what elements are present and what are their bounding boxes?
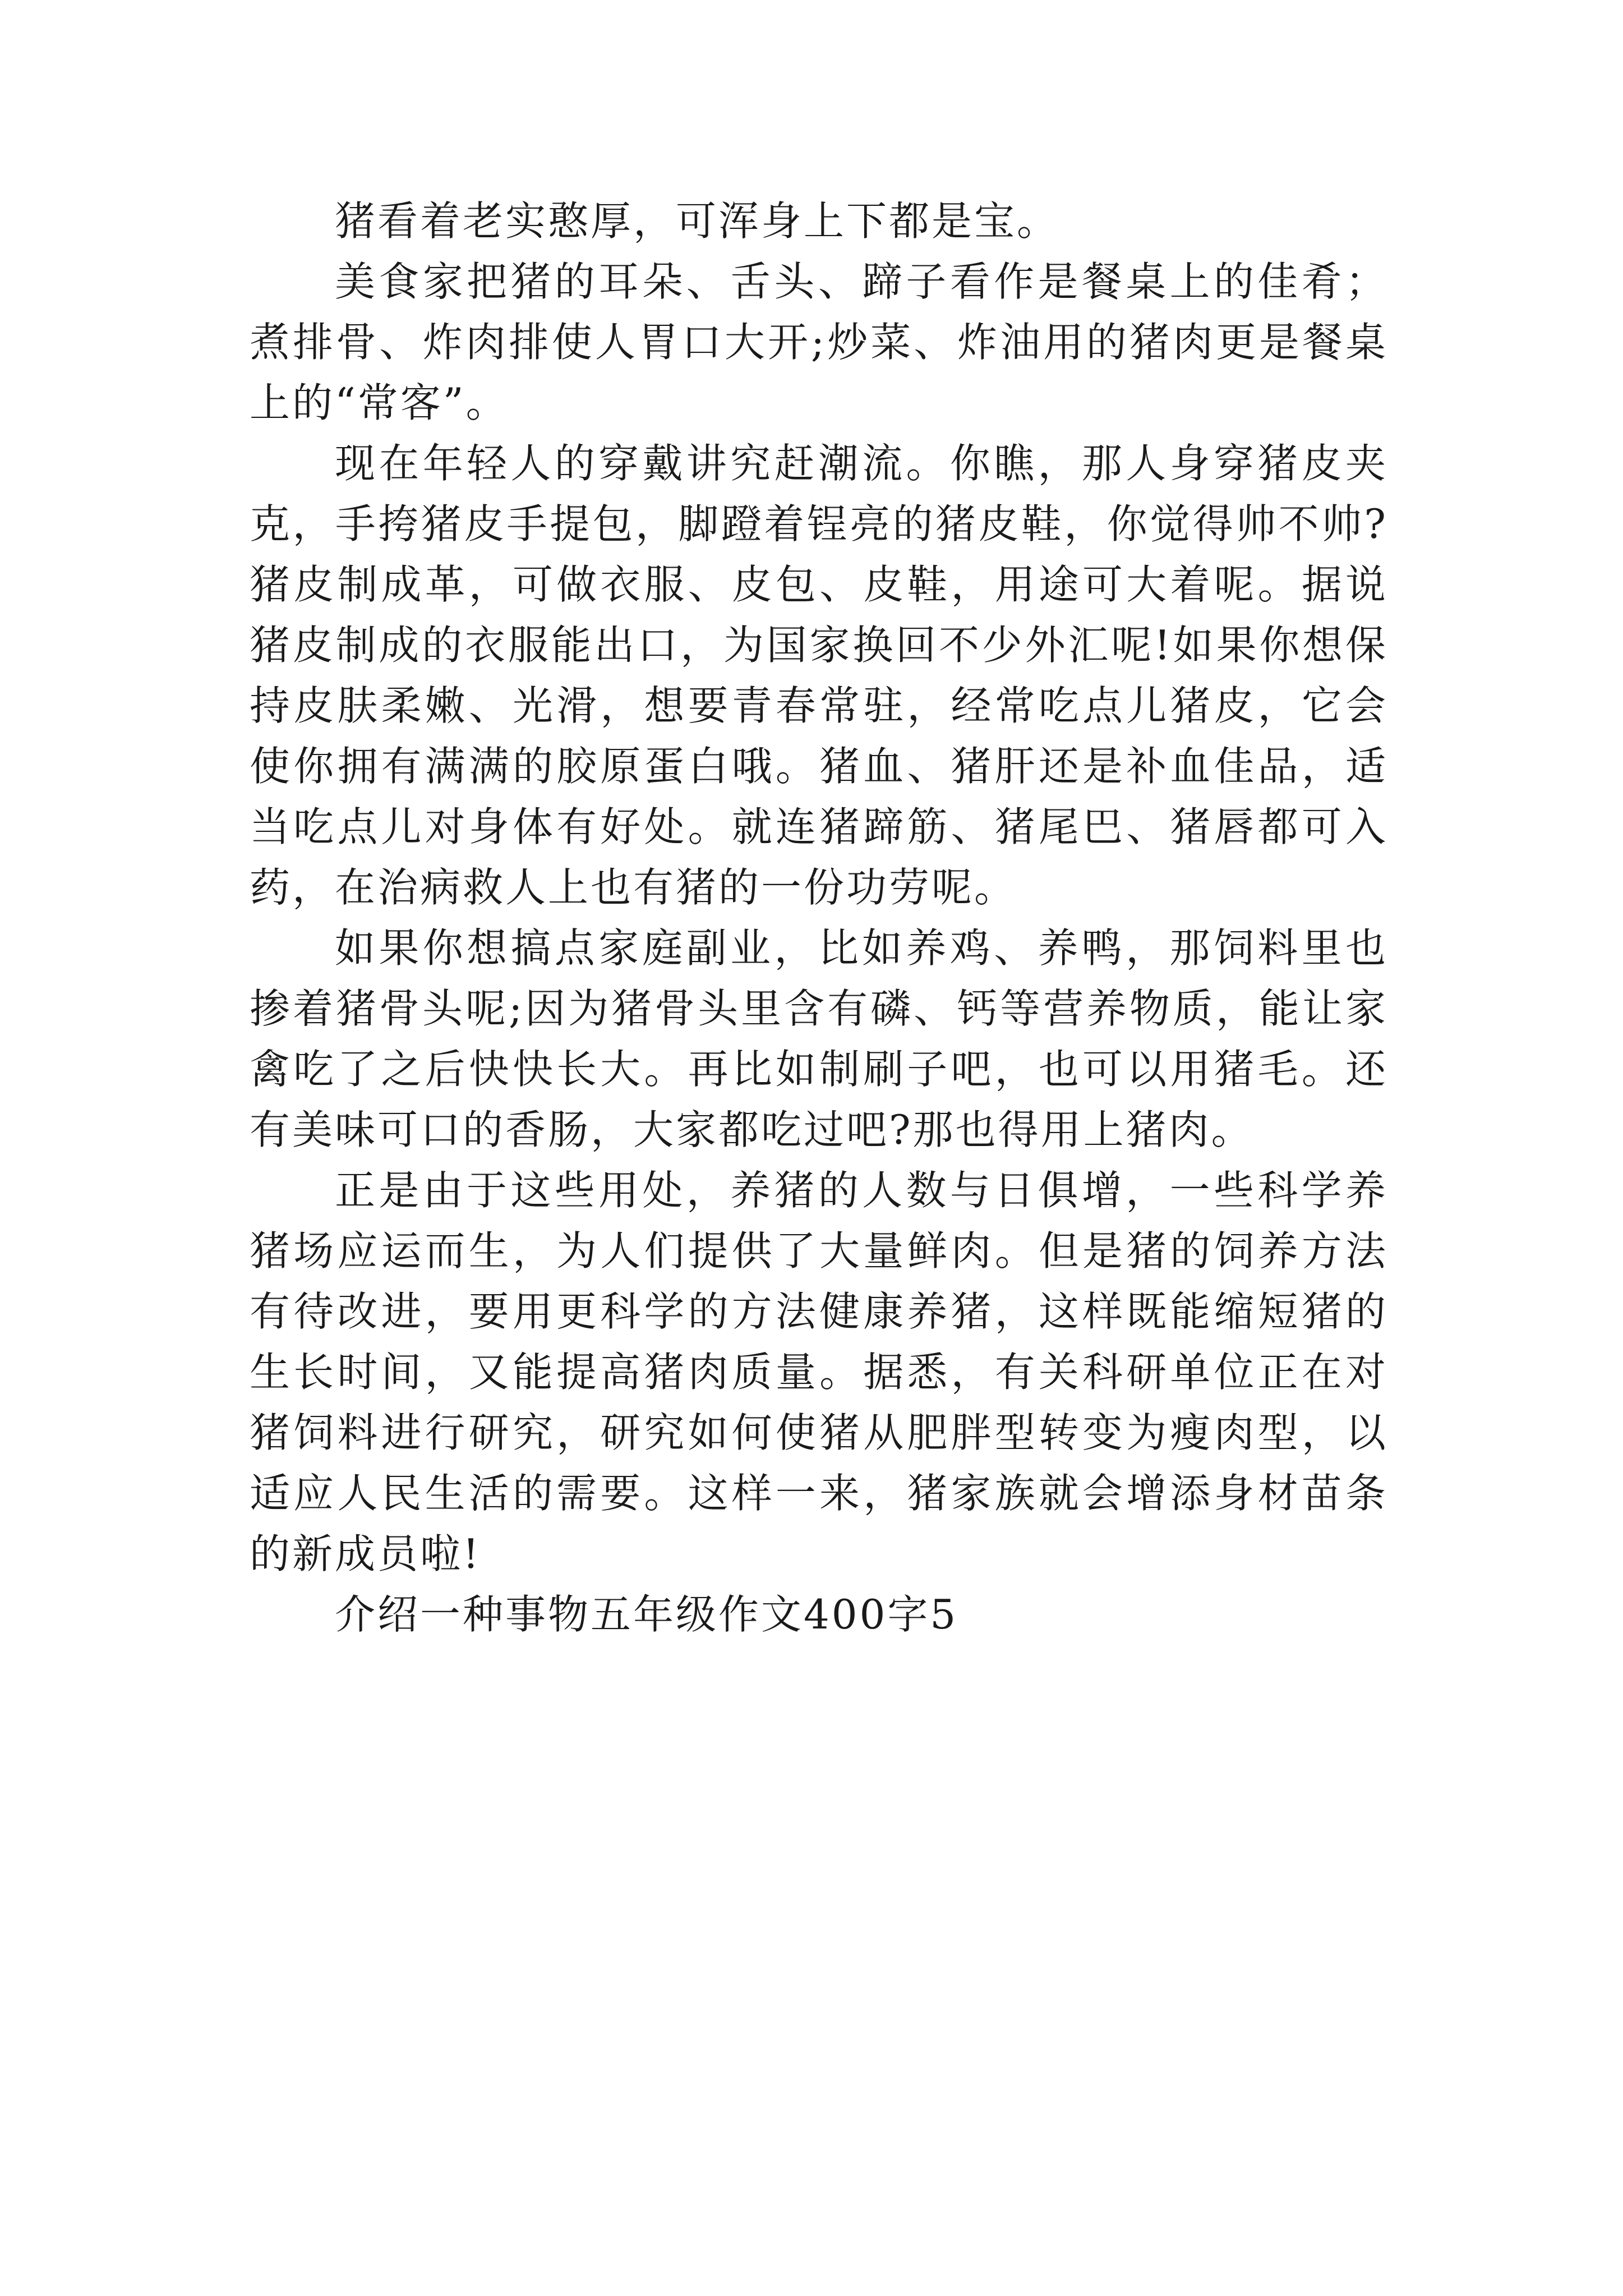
paragraph-4: 如果你想搞点家庭副业，比如养鸡、养鸭，那饲料里也掺着猪骨头呢;因为猪骨头里含有磷、钙等营养物质，能让家禽吃了之后快快长大。再比如制刷子吧，也可以用猪毛。还有美味可口的香肠，大家都吃过吧?那也得用上猪肉。 xyxy=(250,924,1388,1153)
paragraph-5: 正是由于这些用处，养猪的人数与日俱增，一些科学养猪场应运而生，为人们提供了大量鲜肉。但是猪的饲养方法有待改进，要用更科学的方法健康养猪，这样既能缩短猪的生长时间，又能提高猪肉质量。据悉，有关科研单位正在对猪饲料进行研究，研究如何使猪从肥胖型转变为瘦肉型，以适应人民生活的需要。这样一来，猪家族就会增添身材苗条的新成员啦! xyxy=(250,1167,1388,1577)
next-essay-heading: 介绍一种事物五年级作文400字5 xyxy=(335,1591,958,1638)
paragraph-1: 猪看着老实憨厚，可浑身上下都是宝。 xyxy=(335,197,1060,245)
paragraph-2: 美食家把猪的耳朵、舌头、蹄子看作是餐桌上的佳肴；煮排骨、炸肉排使人胃口大开;炒菜、炸油用的猪肉更是餐桌上的“常客”。 xyxy=(250,258,1388,426)
document-body xyxy=(250,191,1388,1645)
paragraph-3: 现在年轻人的穿戴讲究赶潮流。你瞧，那人身穿猪皮夹克，手挎猪皮手提包，脚蹬着锃亮的猪皮鞋，你觉得帅不帅?猪皮制成革，可做衣服、皮包、皮鞋，用途可大着呢。据说猪皮制成的衣服能出口，为国家换回不少外汇呢!如果你想保持皮肤柔嫩、光滑，想要青春常驻，经常吃点儿猪皮，它会使你拥有满满的胶原蛋白哦。猪血、猪肝还是补血佳品，适当吃点儿对身体有好处。就连猪蹄筋、猪尾巴、猪唇都可入药，在治病救人上也有猪的一份功劳呢。 xyxy=(250,440,1388,911)
